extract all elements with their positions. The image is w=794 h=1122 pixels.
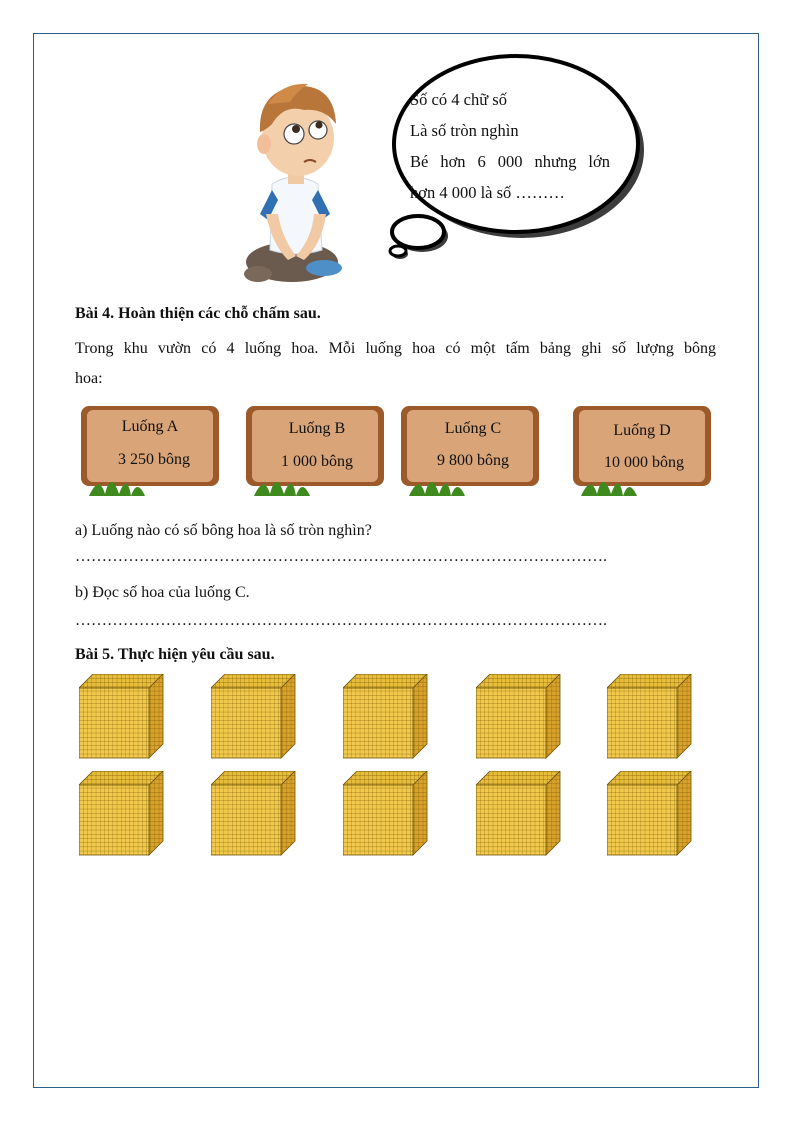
bubble-line: Là số tròn nghìn [410,121,519,140]
thousand-block-cube-icon [211,674,301,764]
thousand-block-cube-icon [343,771,433,861]
answer-line-b: ………………………………………………………………………………………. [75,612,607,629]
bai5-heading: Bài 5. Thực hiện yêu cầu sau. [75,646,275,663]
bubble-line: Bé hơn 6 000 nhưng lớn [410,152,610,171]
bubble-line: hơn 4 000 là số ……… [410,183,565,202]
answer-line-a: ………………………………………………………………………………………. [75,548,607,565]
sign-name: Luống C [444,420,502,437]
bai4-intro-line2: hoa: [75,370,103,387]
sign-value: 3 250 bông [118,451,190,468]
bubble-line: Số có 4 chữ số [410,90,507,109]
bai4-intro-line1: Trong khu vườn có 4 luống hoa. Mỗi luống hoa có một tấm bảng ghi số lượng bông [75,340,716,357]
flowerbed-sign-c [395,400,545,500]
thousand-block-cube-icon [211,771,301,861]
question-a: a) Luống nào có số bông hoa là số tròn nghìn? [75,522,372,539]
thousand-block-cube-icon [79,674,169,764]
sign-value: 10 000 bông [604,454,684,471]
question-b: b) Đọc số hoa của luống C. [75,584,250,601]
thinking-boy-illustration [238,74,350,290]
flowerbed-sign-a [75,400,225,500]
bai4-heading: Bài 4. Hoàn thiện các chỗ chấm sau. [75,305,321,322]
thousand-block-cube-icon [476,674,566,764]
thousand-block-cube-icon [79,771,169,861]
bubble-text [410,84,610,208]
thousand-block-cube-icon [607,674,697,764]
sign-value: 9 800 bông [437,452,509,469]
thousand-block-cube-icon [607,771,697,861]
flowerbed-sign-d [567,400,717,500]
thousand-block-cube-icon [343,674,433,764]
sign-name: Luống B [288,420,346,437]
flowerbed-sign-b [240,400,390,500]
sign-name: Luống D [613,422,671,439]
thousand-block-cube-icon [476,771,566,861]
sign-name: Luống A [121,418,179,435]
sign-value: 1 000 bông [281,453,353,470]
